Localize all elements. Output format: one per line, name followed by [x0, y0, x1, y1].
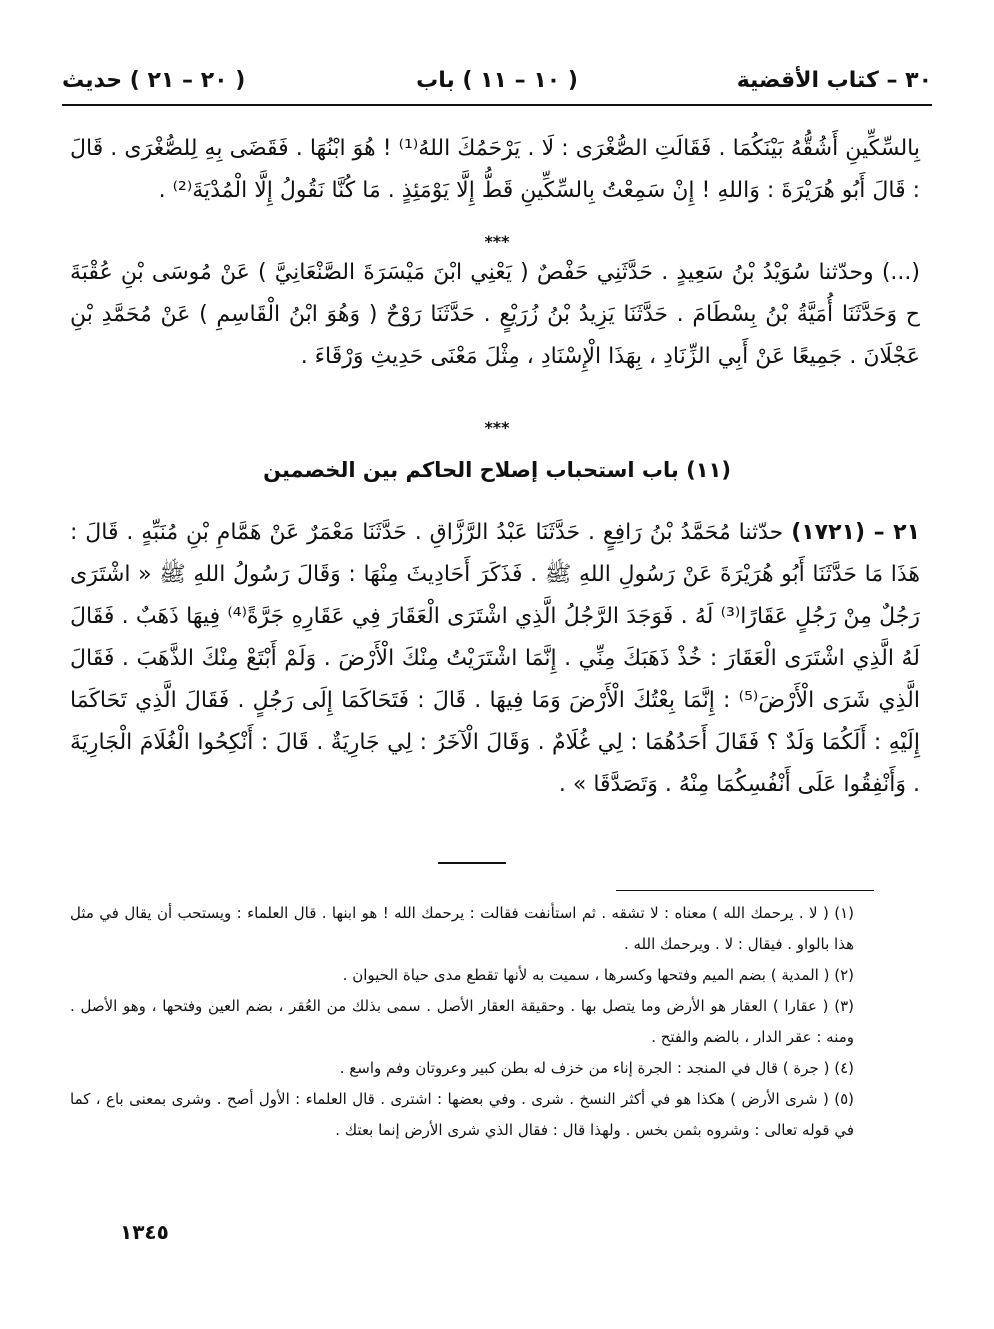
footnote-5: (٥) ( شرى الأرض ) هكذا هو في أكثر النسخ . شرى . وفي بعضها : اشترى . قال العلماء : الأول أصح . وشرى بمعنى باع ، كما في قوله تعالى : وشروه بثمن بخس . ولهذا قال : فقال الذي شرى الأرض إنما بعتك .: [70, 1090, 854, 1139]
header-hadith-range: ( ٢٠ – ٢١ ) حديث: [62, 68, 246, 93]
footnotes: [70, 898, 876, 1146]
header-rule: [62, 104, 932, 106]
footnote-4: (٤) ( جرة ) قال في المنجد : الجرة إناء من خزف له بطن كبير وعروتان وفم واسع .: [339, 1059, 854, 1077]
footnote-1: (١) ( لا . يرحمك الله ) معناه : لا تشقه . ثم استأنفت فقالت : يرحمك الله ! هو ابنها . قال العلماء : ويستحب أن يقال في مثل هذا بالواو . فيقال : لا . ويرحمك الله .: [70, 904, 854, 953]
end-rule: [438, 862, 506, 864]
hadith-body: حدّثنا مُحَمَّدُ بْنُ رَافِعٍ . حَدَّثَنَا عَبْدُ الرَّزَّاقِ . حَدَّثَنَا مَعْمَرٌ عَنْ هَمَّامِ بْنِ مُنَبِّهٍ . قَالَ : هَذَا مَا حَدَّثَنَا أَبُو هُرَيْرَةَ عَنْ رَسُولِ اللهِ ﷺ . فَذَكَرَ أَحَادِيثَ مِنْهَا : وَقَالَ رَسُولُ اللهِ ﷺ « اشْتَرَى رَجُلٌ مِنْ رَجُلٍ عَقَارًا⁽³⁾ لَهُ . فَوَجَدَ الرَّجُلُ الَّذِي اشْتَرَى الْعَقَارَ فِي عَقَارِهِ جَرَّةً⁽⁴⁾ فِيهَا ذَهَبٌ . فَقَالَ لَهُ الَّذِي اشْتَرَى الْعَقَارَ : خُذْ ذَهَبَكَ مِنِّي . إِنَّمَا اشْتَرَيْتُ مِنْكَ الْأَرْضَ . وَلَمْ أَبْتَعْ مِنْكَ الذَّهَبَ . فَقَالَ الَّذِي شَرَى الْأَرْضَ⁽⁵⁾ : إِنَّمَا بِعْتُكَ الْأَرْضَ وَمَا فِيهَا . قَالَ : فَتَحَاكَمَا إِلَى رَجُلٍ . فَقَالَ الَّذِي تَحَاكَمَا إِلَيْهِ : أَلَكُمَا وَلَدٌ ؟ فَقَالَ أَحَدُهُمَا : لِي غُلَامٌ . وَقَالَ الْآخَرُ : لِي جَارِيَةٌ . قَالَ : أَنْكِحُوا الْغُلَامَ الْجَارِيَةَ . وَأَنْفِقُوا عَلَى أَنْفُسِكُمَا مِنْهُ . وَتَصَدَّقَا » .: [70, 520, 921, 797]
separator-stars-2: ***: [484, 418, 510, 437]
body-paragraph-2: (...) وحدّثنا سُوَيْدُ بْنُ سَعِيدٍ . حَدَّثَنِي حَفْصٌ ( يَعْنِي ابْنَ مَيْسَرَةَ الصَّنْعَانِيَّ ) عَنْ مُوسَى بْنِ عُقْبَةَ ح وَحَدَّثَنَا أُمَيَّةُ بْنُ بِسْطَامَ . حَدَّثَنَا يَزِيدُ بْنُ زُرَيْعٍ . حَدَّثَنَا رَوْحٌ ( وَهُوَ ابْنُ الْقَاسِمِ ) عَنْ مُحَمَّدِ بْنِ عَجْلَانَ . جَمِيعًا عَنْ أَبِي الزِّنَادِ ، بِهَذَا الْإِسْنَادِ ، مِثْلَ مَعْنَى حَدِيثِ وَرْقَاءَ .: [70, 260, 920, 369]
page-number: ١٣٤٥: [120, 1220, 169, 1244]
hadith-number: ٢١ – (١٧٢١): [791, 520, 921, 545]
footnote-rule: [616, 890, 874, 891]
body-paragraph-1: بِالسِّكِّينِ أَشُقُّهُ بَيْنَكُمَا . فَقَالَتِ الصُّغْرَى : لَا . يَرْحَمُكَ اللهُ⁽¹⁾ ! هُوَ ابْنُهَا . فَقَضَى بِهِ لِلصُّغْرَى . قَالَ : قَالَ أَبُو هُرَيْرَةَ : وَاللهِ ! إِنْ سَمِعْتُ بِالسِّكِّينِ قَطُّ إِلَّا يَوْمَئِذٍ . مَا كُنَّا نَقُولُ إِلَّا الْمُدْيَةَ⁽²⁾ .: [70, 136, 920, 203]
chapter-heading: (١١) باب استحباب إصلاح الحاكم بين الخصمين: [263, 458, 731, 482]
separator-stars-1: ***: [484, 232, 510, 251]
header-book-title: ٣٠ – كتاب الأقضية: [736, 68, 932, 93]
hadith-paragraph: [70, 512, 920, 806]
running-header: [62, 62, 932, 102]
footnote-2: (٢) ( المدية ) بضم الميم وفتحها وكسرها ، سميت به لأنها تقطع مدى حياة الحيوان .: [342, 966, 854, 984]
header-chapter: ( ١٠ – ١١ ) باب: [416, 68, 578, 93]
footnote-3: (٣) ( عقارا ) العقار هو الأرض وما يتصل بها . وحقيقة العقار الأصل . سمى بذلك من العُقر ، بضم العين وفتحها ، وهو الأصل . ومنه : عقر الدار ، بالضم والفتح .: [70, 997, 854, 1046]
